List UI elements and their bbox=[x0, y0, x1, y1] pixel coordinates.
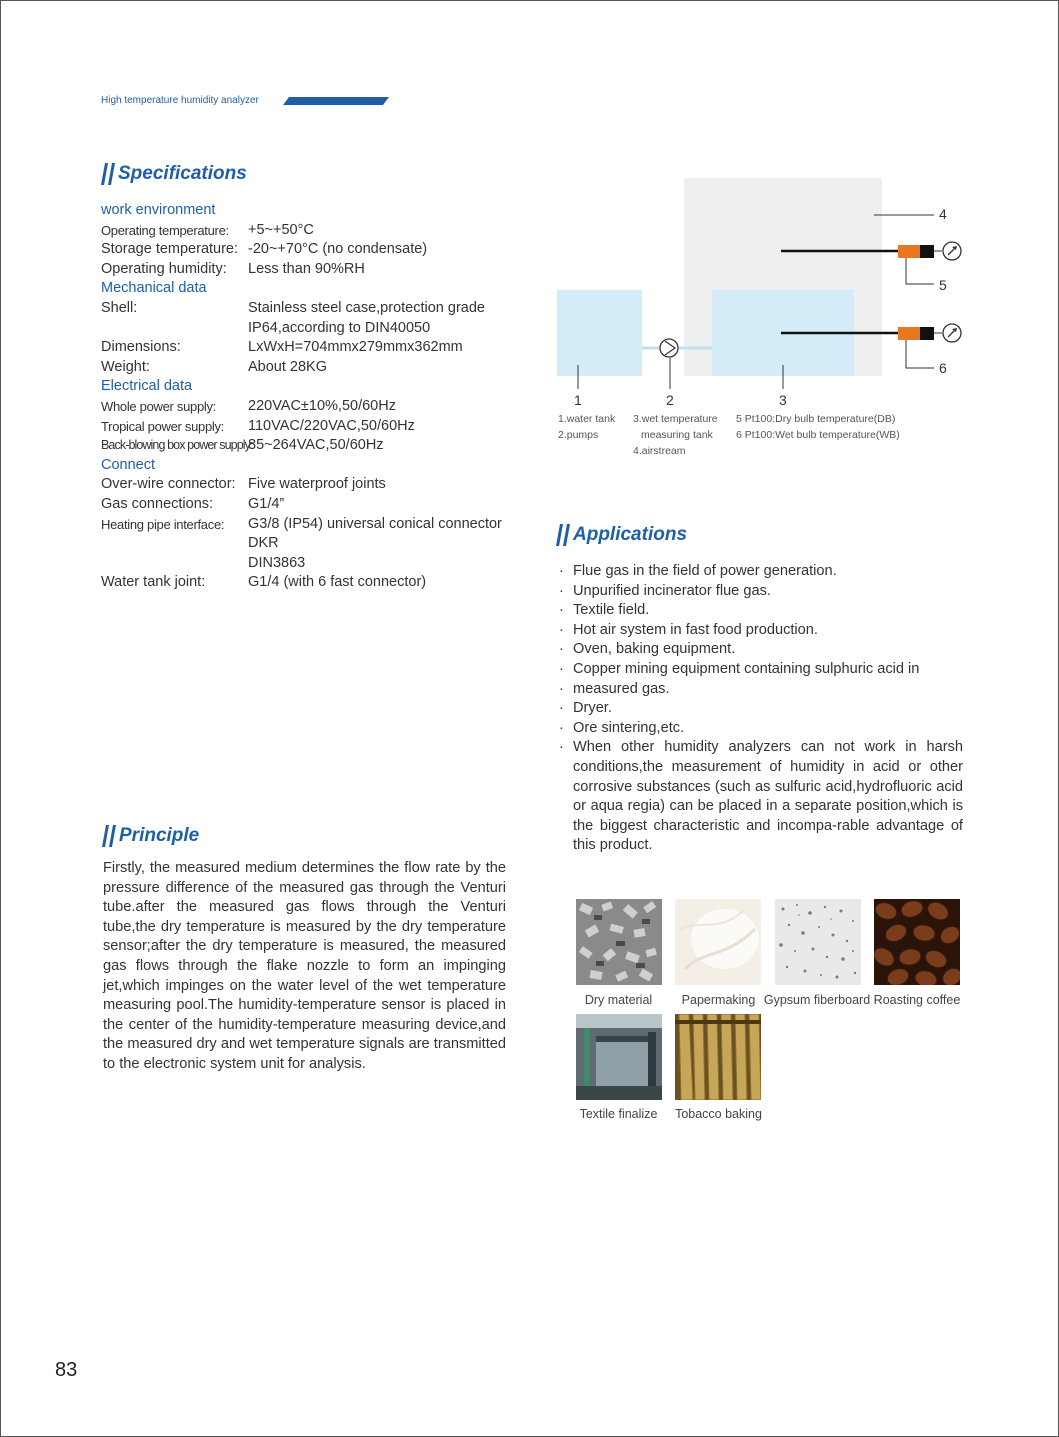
spec-value: 220VAC±10%,50/60Hz bbox=[248, 397, 396, 414]
spec-category bbox=[101, 377, 531, 397]
spec-value: G1/4 (with 6 fast connector) bbox=[248, 574, 427, 591]
legend-airstream: 4.airstream bbox=[633, 445, 686, 457]
spec-row bbox=[101, 436, 531, 456]
legend-wet-tank-2: measuring tank bbox=[641, 429, 713, 441]
spec-label: Storage temperature: bbox=[101, 241, 239, 258]
page-number: 83 bbox=[55, 1359, 78, 1381]
specifications-title: Specifications bbox=[118, 163, 247, 184]
application-item: · Copper mining equipment containing sulphuric acid in bbox=[559, 660, 963, 680]
spec-label: Water tank joint: bbox=[101, 574, 206, 591]
double-slash-icon bbox=[556, 524, 570, 546]
spec-value: LxWxH=704mmx279mmx362mm bbox=[248, 339, 463, 356]
header-accent-bar bbox=[283, 97, 389, 105]
legend-water-tank: 1.water tank bbox=[558, 413, 616, 425]
spec-row bbox=[101, 319, 531, 339]
spec-value: G3/8 (IP54) universal conical connector bbox=[248, 515, 502, 532]
spec-value: IP64,according to DIN40050 bbox=[248, 319, 431, 336]
spec-value: 85~264VAC,50/60Hz bbox=[248, 437, 384, 454]
spec-row bbox=[101, 397, 531, 417]
spec-row bbox=[101, 299, 531, 319]
diagram-number-3: 3 bbox=[779, 392, 787, 408]
spec-label: Operating humidity: bbox=[101, 260, 227, 277]
analyzer-diagram bbox=[555, 175, 975, 410]
spec-label: Dimensions: bbox=[101, 339, 181, 356]
spec-value: G1/4” bbox=[248, 495, 285, 512]
spec-value: DIN3863 bbox=[248, 554, 306, 571]
spec-category-label: Connect bbox=[101, 456, 156, 473]
spec-row bbox=[101, 495, 531, 515]
application-item: · measured gas. bbox=[559, 680, 963, 700]
application-item: · Unpurified incinerator flue gas. bbox=[559, 582, 963, 602]
legend-dry-bulb: 5 Pt100:Dry bulb temperature(DB) bbox=[736, 413, 896, 425]
application-item: · Dryer. bbox=[559, 699, 963, 719]
spec-row bbox=[101, 417, 531, 437]
caption-dry-material: Dry material bbox=[584, 993, 653, 1007]
applications-list bbox=[559, 562, 963, 856]
application-item: · Textile field. bbox=[559, 601, 963, 621]
spec-category bbox=[101, 201, 531, 221]
spec-value: About 28KG bbox=[248, 358, 327, 375]
spec-label: Shell: bbox=[101, 299, 138, 316]
spec-row bbox=[101, 515, 531, 535]
application-item: · Hot air system in fast food production. bbox=[559, 621, 963, 641]
spec-value: Stainless steel case,protection grade bbox=[248, 299, 485, 316]
dry-bulb-sensor bbox=[898, 245, 920, 258]
pump-icon bbox=[660, 339, 678, 357]
applications-heading bbox=[556, 524, 687, 546]
spec-row bbox=[101, 221, 531, 241]
legend-pumps: 2.pumps bbox=[558, 429, 599, 441]
application-item: · Ore sintering,etc. bbox=[559, 719, 963, 739]
caption-textile-finalize: Textile finalize bbox=[579, 1107, 658, 1121]
tobacco-baking-image bbox=[675, 1014, 761, 1100]
spec-value: 110VAC/220VAC,50/60Hz bbox=[248, 417, 415, 434]
specifications-heading bbox=[101, 163, 247, 185]
diagram-number-4: 4 bbox=[939, 206, 947, 222]
legend-wet-tank: 3.wet temperature bbox=[633, 413, 718, 425]
spec-label: Weight: bbox=[101, 358, 150, 375]
spec-value: Five waterproof joints bbox=[248, 476, 386, 493]
spec-label: Gas connections: bbox=[101, 495, 214, 512]
roasting-coffee-image bbox=[874, 899, 960, 985]
principle-text: Firstly, the measured medium determines the flow rate by the pressure difference of the measured gas through the Venturi tube.after the measured gas flows through the Venturi tube,the dry temperature is measured by the dry temperature sensor;after the dry temperature is measured, the measured gas flows through the flake nozzle to form an impinging jet,which impinges on the water level of the wet temperature measuring pool.The humidity-temperature sensor is placed in the center of the humidity-temperature measuring device,and the measured dry and wet temperature signals are transmitted to the electronic system unit for analysis. bbox=[103, 860, 506, 1072]
double-slash-icon bbox=[102, 825, 116, 847]
spec-row bbox=[101, 260, 531, 280]
specifications-table bbox=[101, 201, 531, 593]
spec-label: Heating pipe interface: bbox=[101, 516, 225, 532]
double-slash-icon bbox=[101, 163, 115, 185]
spec-label: Tropical power supply: bbox=[101, 418, 224, 434]
diagram-number-6: 6 bbox=[939, 360, 947, 376]
spec-label: Back-blowing box power supply: bbox=[101, 438, 253, 453]
spec-value: +5~+50°C bbox=[248, 221, 314, 238]
wet-bulb-sensor bbox=[898, 327, 920, 340]
spec-category-label: Mechanical data bbox=[101, 280, 207, 297]
application-item: · Oven, baking equipment. bbox=[559, 640, 963, 660]
spec-row bbox=[101, 554, 531, 574]
spec-value: -20~+70°C (no condensate) bbox=[248, 241, 428, 258]
spec-label: Operating temperature: bbox=[101, 222, 229, 238]
principle-title: Principle bbox=[119, 825, 200, 846]
spec-category-label: Electrical data bbox=[101, 378, 193, 395]
principle-heading bbox=[102, 825, 199, 847]
dry-material-image bbox=[576, 899, 662, 985]
diagram-number-5: 5 bbox=[939, 277, 947, 293]
spec-value: DKR bbox=[248, 535, 279, 552]
spec-row bbox=[101, 240, 531, 260]
application-item: · Flue gas in the field of power generation. bbox=[559, 562, 963, 582]
caption-roasting-coffee: Roasting coffee bbox=[873, 993, 961, 1007]
caption-gypsum-fiberboard: Gypsum fiberboard bbox=[763, 993, 871, 1007]
applications-title: Applications bbox=[573, 524, 688, 545]
spec-label: Over-wire connector: bbox=[101, 476, 236, 493]
spec-category-label: work environment bbox=[101, 202, 216, 218]
textile-finalize-image bbox=[576, 1014, 662, 1100]
diagram-number-2: 2 bbox=[666, 392, 674, 408]
gauge-icon bbox=[943, 324, 961, 342]
diagram-number-1: 1 bbox=[574, 392, 582, 408]
gauge-icon bbox=[943, 242, 961, 260]
water-tank bbox=[557, 290, 642, 376]
legend-wet-bulb: 6 Pt100:Wet bulb temperature(WB) bbox=[736, 429, 900, 441]
spec-row bbox=[101, 338, 531, 358]
running-header: High temperature humidity analyzer bbox=[101, 95, 259, 106]
spec-row bbox=[101, 475, 531, 495]
spec-row bbox=[101, 358, 531, 378]
gypsum-fiberboard-image bbox=[775, 899, 861, 985]
papermaking-image bbox=[675, 899, 761, 985]
spec-row bbox=[101, 573, 531, 593]
spec-label: Whole power supply: bbox=[101, 398, 216, 414]
spec-category bbox=[101, 279, 531, 299]
spec-row bbox=[101, 534, 531, 554]
caption-papermaking: Papermaking bbox=[681, 993, 756, 1007]
spec-category bbox=[101, 456, 531, 476]
spec-value: Less than 90%RH bbox=[248, 260, 365, 277]
application-item: · When other humidity analyzers can not work in harsh conditions,the measurement of humidity in acid or other corrosive substances (such as sulfuric acid,hydrofluoric acid or aqua regia) can be placed in a separate position,which is the biggest characteristic and incompa-rable advantage of this product. bbox=[559, 738, 963, 856]
caption-tobacco-baking: Tobacco baking bbox=[675, 1107, 762, 1121]
